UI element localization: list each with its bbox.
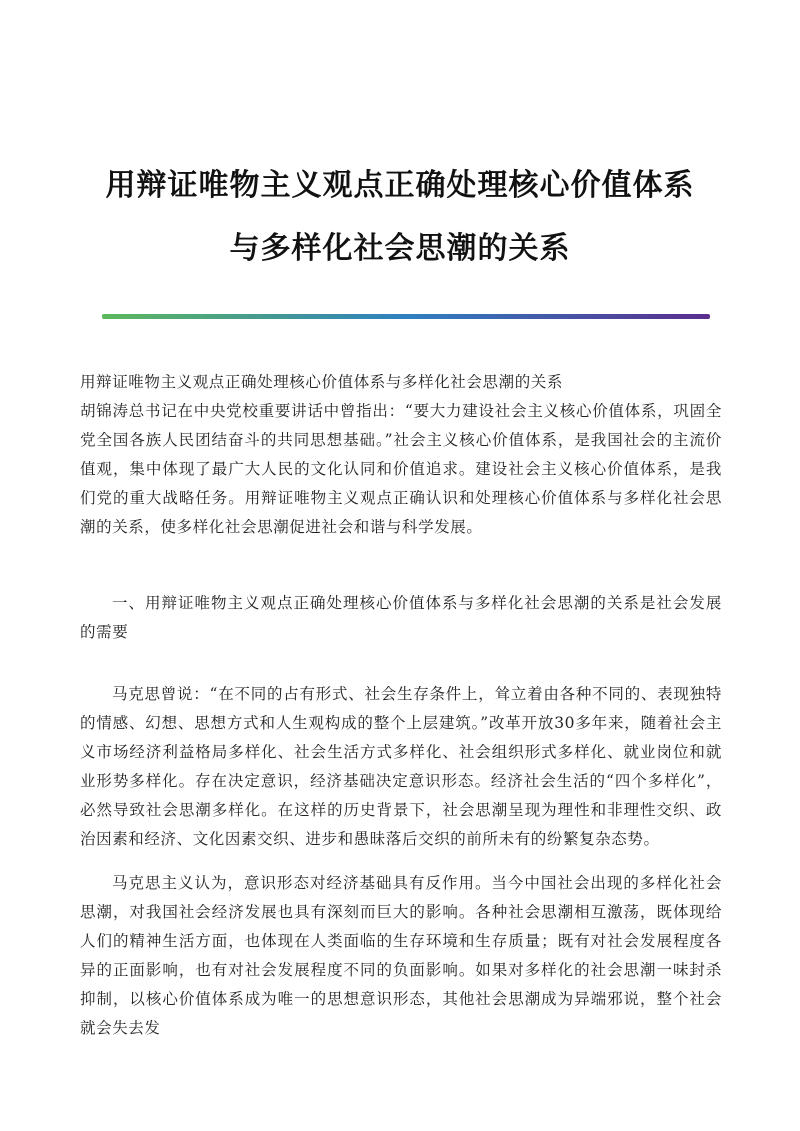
section-heading-1: 一、用辩证唯物主义观点正确处理核心价值体系与多样化社会思潮的关系是社会发展的需要 — [80, 594, 722, 641]
title-divider — [102, 314, 710, 319]
document-title-line-1: 用辩证唯物主义观点正确处理核心价值体系 — [105, 168, 695, 203]
document-title-line-2: 与多样化社会思潮的关系 — [229, 231, 571, 266]
paragraph-marx-quote: 马克思曾说：“在不同的占有形式、社会生存条件上，耸立着由各种不同的、表现独特的情感、幻想、思想方式和人生观构成的整个上层建筑。”改革开放30多年来，随着社会主义市场经济利益格局多样化、社会生活方式多样化、社会组织形式多样化、就业岗位和就业形势多样化。存在决定意识，经济基础决定意识形态。经济社会生活的“四个多样化”，必然导致社会思潮多样化。在这样的历史背景下，社会思潮呈现为理性和非理性交织、政治因素和经济、文化因素交织、进步和愚昧落后交织的前所未有的纷繁复杂态势。 — [80, 685, 722, 848]
paragraph-intro: 胡锦涛总书记在中央党校重要讲话中曾指出：“要大力建设社会主义核心价值体系，巩固全党全国各族人民团结奋斗的共同思想基础。”社会主义核心价值体系，是我国社会的主流价值观，集中体现了最广大人民的文化认同和价值追求。建设社会主义核心价值体系，是我们党的重大战略任务。用辩证唯物主义观点正确认识和处理核心价值体系与多样化社会思潮的关系，使多样化社会思潮促进社会和谐与科学发展。 — [80, 402, 722, 536]
paragraph-marxism-view: 马克思主义认为，意识形态对经济基础具有反作用。当今中国社会出现的多样化社会思潮，对我国社会经济发展也具有深刻而巨大的影响。各种社会思潮相互激荡，既体现给人们的精神生活方面，也体现在人类面临的生存环境和生存质量；既有对社会发展程度各异的正面影响，也有对社会发展程度不同的负面影响。如果对多样化的社会思潮一味封杀抑制，以核心价值体系成为唯一的思想意识形态，其他社会思潮成为异端邪说，整个社会就会失去发 — [80, 874, 722, 1037]
document-subtitle: 用辩证唯物主义观点正确处理核心价值体系与多样化社会思潮的关系 — [80, 373, 564, 391]
